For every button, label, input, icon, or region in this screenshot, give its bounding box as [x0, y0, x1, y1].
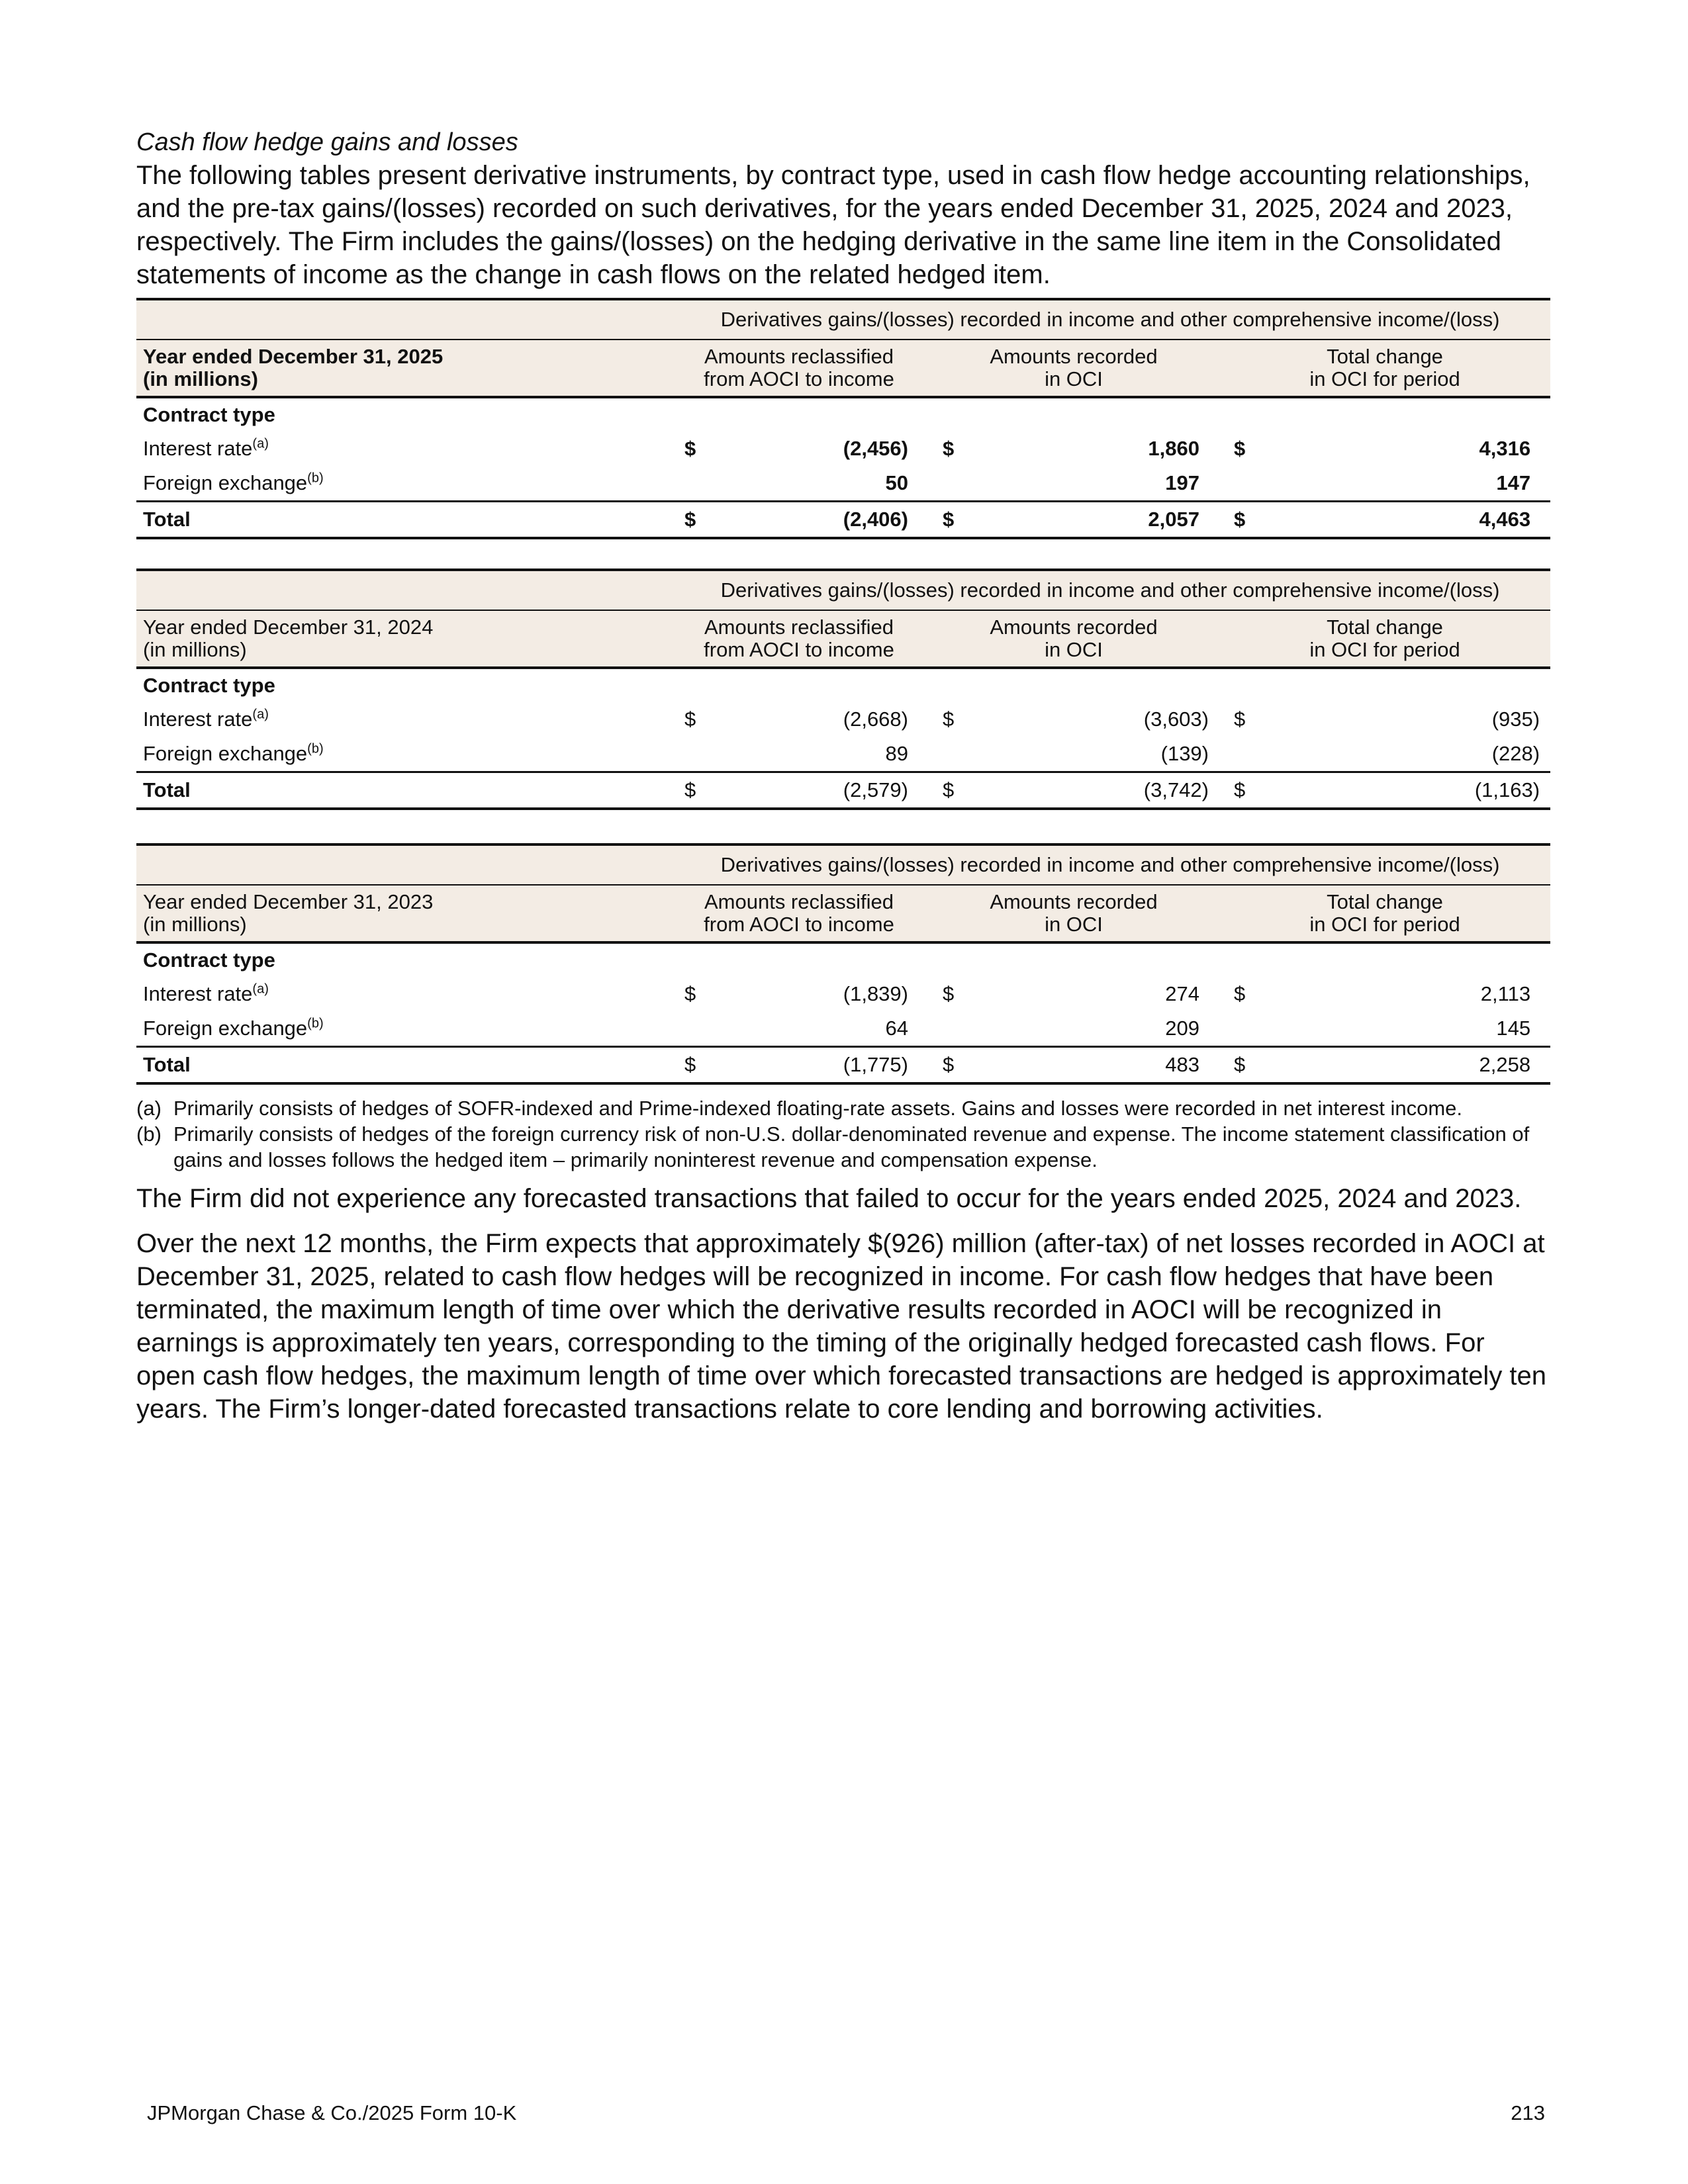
col-header-recorded-oci: Amounts recorded in OCI	[928, 610, 1219, 668]
group-header: Derivatives gains/(losses) recorded in income and other comprehensive income/(loss)	[670, 844, 1550, 885]
col-header-recorded-oci: Amounts recorded in OCI	[928, 340, 1219, 397]
footnote: (a) Primarily consists of hedges of SOFR-indexed and Prime-indexed floating-rate assets. Gains and losses were recorded in net interest income.	[136, 1097, 1463, 1120]
forecast-paragraph: The Firm did not experience any forecasted transactions that failed to occur for the years ended 2025, 2024 and 2023.	[136, 1184, 1522, 1213]
page-number: 213	[1511, 2101, 1545, 2124]
group-header: Derivatives gains/(losses) recorded in income and other comprehensive income/(loss)	[670, 299, 1550, 340]
group-header: Derivatives gains/(losses) recorded in income and other comprehensive income/(loss)	[670, 570, 1550, 610]
table-title: Year ended December 31, 2023 (in millions)	[136, 885, 670, 942]
total-row: Total $ (2,406) $ 2,057 $ 4,463	[136, 502, 1550, 539]
total-row: Total $ (1,775) $ 483 $ 2,258	[136, 1047, 1550, 1084]
contract-type-label: Contract type	[143, 948, 275, 972]
hedge-table-2023	[136, 843, 1550, 1085]
footer-title: JPMorgan Chase & Co./2025 Form 10-K	[147, 2101, 517, 2124]
table-row: Interest rate$^{(a)}$ $ (1,839) $ 274 $ 2,113	[143, 981, 1531, 1005]
table-row: Foreign exchange$^{(b)}$ 50 197 147	[143, 471, 1531, 494]
page-footer	[147, 2101, 1545, 2125]
col-header-total-change: Total change in OCI for period	[1219, 340, 1550, 397]
table-row: Foreign exchange$^{(b)}$ 89 (139) (228)	[143, 741, 1540, 765]
intro-paragraph: The following tables present derivative instruments, by contract type, used in cash flow hedge accounting relationships, and the pre-tax gains/(losses) recorded on such derivatives, for the years ended December 31, 2025, 2024 and 2023, respectively. The Firm includes the gains/(losses) on the hedging derivative in the same line item in the Consolidated statements of income as the change in cash flows on the related hedged item.	[136, 161, 1530, 289]
footnotes	[136, 1095, 1550, 1173]
contract-type-label: Contract type	[143, 674, 275, 697]
table-title: Year ended December 31, 2024 (in millions)	[136, 610, 670, 668]
contract-type-label: Contract type	[143, 403, 275, 426]
hedge-table-2024	[136, 569, 1550, 810]
col-header-recorded-oci: Amounts recorded in OCI	[928, 885, 1219, 942]
col-header-reclassified: Amounts reclassified from AOCI to income	[670, 885, 928, 942]
total-row: Total $ (2,579) $ (3,742) $ (1,163)	[136, 772, 1550, 809]
table-row: Interest rate$^{(a)}$ $ (2,668) $ (3,603) $ (935)	[143, 707, 1540, 731]
section-heading: Cash flow hedge gains and losses	[136, 128, 518, 156]
table-row: Interest rate$^{(a)}$ $ (2,456) $ 1,860 $ 4,316	[143, 436, 1531, 460]
col-header-reclassified: Amounts reclassified from AOCI to income	[670, 610, 928, 668]
table-row: Foreign exchange$^{(b)}$ 64 209 145	[143, 1016, 1531, 1040]
col-header-total-change: Total change in OCI for period	[1219, 610, 1550, 668]
outlook-paragraph: Over the next 12 months, the Firm expects that approximately $(926) million (after-tax) of net losses recorded in AOCI at December 31, 2025, related to cash flow hedges will be recognized in income. For cash flow hedges that have been terminated, the maximum length of time over which the derivative results recorded in AOCI will be recognized in earnings is approximately ten years, corresponding to the timing of the originally hedged forecasted cash flows. For open cash flow hedges, the maximum length of time over which forecasted transactions are hedged is approximately ten years. The Firm’s longer-dated forecasted transactions relate to core lending and borrowing activities.	[136, 1229, 1547, 1424]
table-title: Year ended December 31, 2025 (in millions)	[136, 340, 670, 397]
footnote: (b) Primarily consists of hedges of the foreign currency risk of non-U.S. dollar-denominated revenue and expense. The income statement classification of gains and losses follows the hedged item – primarily noninterest revenue and compensation expense.	[136, 1122, 1530, 1171]
hedge-table-2025	[136, 298, 1550, 539]
col-header-total-change: Total change in OCI for period	[1219, 885, 1550, 942]
page-content	[136, 126, 1550, 1426]
col-header-reclassified: Amounts reclassified from AOCI to income	[670, 340, 928, 397]
